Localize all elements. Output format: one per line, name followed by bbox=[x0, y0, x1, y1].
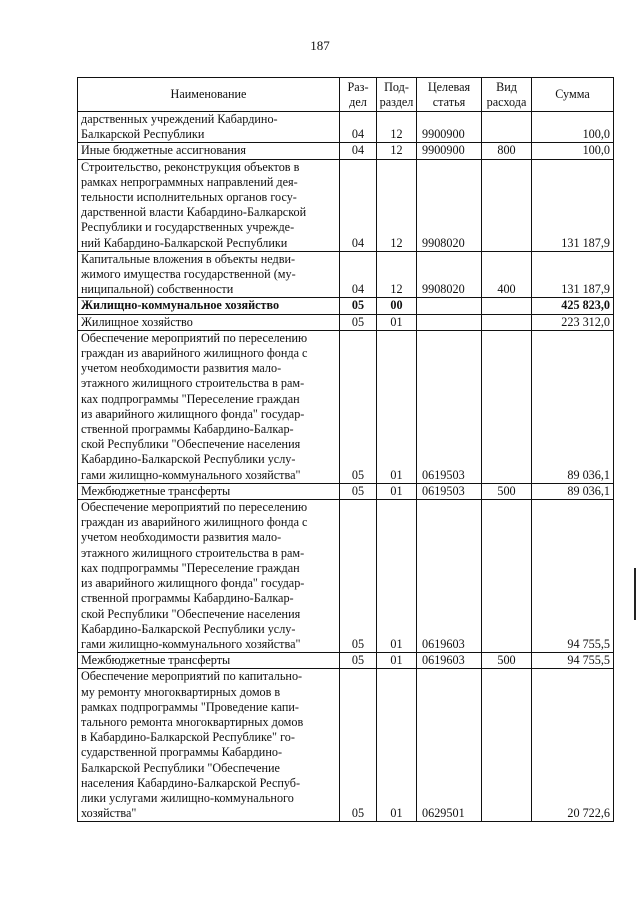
cell-razdel: 04 bbox=[340, 112, 377, 143]
cell-name: Обеспечение мероприятий по капитально- му ремонту многоквартирных домов в рамках подпрограммы "Проведение капи- тального ремонта многоквартирных домов в Кабардино-Балкарской Республике" го- сударственной программы Кабардино- Балкарской Республики "Обеспечение населения Кабардино-Балкарской Респуб- лики услугами жилищно-коммунального хозяйства" bbox=[78, 669, 340, 822]
cell-razdel: 05 bbox=[340, 500, 377, 653]
cell-sum: 89 036,1 bbox=[532, 330, 614, 483]
cell-razdel: 05 bbox=[340, 669, 377, 822]
table-body bbox=[78, 112, 614, 822]
cell-expense-type: 400 bbox=[482, 251, 532, 298]
cell-target-article: 9900900 bbox=[417, 143, 482, 159]
cell-name: Обеспечение мероприятий по переселению граждан из аварийного жилищного фонда с учетом необходимости развития мало- этажного жилищного строительства в рам- ках подпрограммы "Переселение граждан из аварийного жилищного фонда" государ- ственной программы Кабардино-Балкар- ской Республики "Обеспечение населения Кабардино-Балкарской Республики услу- гами жилищно-коммунального хозяйства" bbox=[78, 330, 340, 483]
cell-name: Иные бюджетные ассигнования bbox=[78, 143, 340, 159]
cell-target-article: 0619603 bbox=[417, 653, 482, 669]
cell-name: Капитальные вложения в объекты недви- жимого имущества государственной (му- ниципальной) собственности bbox=[78, 251, 340, 298]
cell-name: дарственных учреждений Кабардино- Балкарской Республики bbox=[78, 112, 340, 143]
cell-target-article: 9908020 bbox=[417, 159, 482, 251]
cell-podrazdel: 01 bbox=[377, 669, 417, 822]
cell-podrazdel: 12 bbox=[377, 251, 417, 298]
cell-sum: 100,0 bbox=[532, 143, 614, 159]
table-row bbox=[78, 669, 614, 822]
table-row bbox=[78, 112, 614, 143]
table-row bbox=[78, 298, 614, 314]
cell-podrazdel: 12 bbox=[377, 159, 417, 251]
table-row bbox=[78, 500, 614, 653]
cell-name: Строительство, реконструкция объектов в рамках непрограммных направлений дея- тельности исполнительных органов госу- дарственной власти Кабардино-Балкарской Республики и государственных учрежде- ний Кабардино-Балкарской Республики bbox=[78, 159, 340, 251]
cell-sum: 20 722,6 bbox=[532, 669, 614, 822]
cell-podrazdel: 01 bbox=[377, 314, 417, 330]
cell-name: Межбюджетные трансферты bbox=[78, 653, 340, 669]
cell-expense-type bbox=[482, 669, 532, 822]
cell-name: Обеспечение мероприятий по переселению граждан из аварийного жилищного фонда с учетом необходимости развития мало- этажного жилищного строительства в рам- ках подпрограммы "Переселение граждан из аварийного жилищного фонда" государ- ственной программы Кабардино-Балкар- ской Республики "Обеспечение населения Кабардино-Балкарской Республики услу- гами жилищно-коммунального хозяйства" bbox=[78, 500, 340, 653]
cell-expense-type bbox=[482, 500, 532, 653]
cell-target-article bbox=[417, 298, 482, 314]
cell-sum: 100,0 bbox=[532, 112, 614, 143]
header-sum: Сумма bbox=[532, 78, 614, 112]
table-row bbox=[78, 314, 614, 330]
cell-podrazdel: 01 bbox=[377, 483, 417, 499]
header-razdel: Раз- дел bbox=[340, 78, 377, 112]
cell-podrazdel: 01 bbox=[377, 653, 417, 669]
cell-sum: 94 755,5 bbox=[532, 500, 614, 653]
cell-expense-type: 500 bbox=[482, 653, 532, 669]
header-name: Наименование bbox=[78, 78, 340, 112]
header-target-article: Целевая статья bbox=[417, 78, 482, 112]
cell-expense-type bbox=[482, 330, 532, 483]
cell-sum: 89 036,1 bbox=[532, 483, 614, 499]
cell-expense-type bbox=[482, 314, 532, 330]
header-podrazdel: Под- раздел bbox=[377, 78, 417, 112]
budget-table bbox=[77, 77, 614, 822]
table-row bbox=[78, 483, 614, 499]
cell-target-article: 0619503 bbox=[417, 330, 482, 483]
cell-razdel: 05 bbox=[340, 298, 377, 314]
page-number: 187 bbox=[310, 38, 330, 53]
cell-target-article: 0619603 bbox=[417, 500, 482, 653]
cell-podrazdel: 01 bbox=[377, 330, 417, 483]
cell-razdel: 04 bbox=[340, 251, 377, 298]
cell-name: Межбюджетные трансферты bbox=[78, 483, 340, 499]
table-row bbox=[78, 159, 614, 251]
cell-razdel: 04 bbox=[340, 143, 377, 159]
cell-target-article: 0629501 bbox=[417, 669, 482, 822]
table-row bbox=[78, 653, 614, 669]
cell-expense-type: 500 bbox=[482, 483, 532, 499]
cell-target-article bbox=[417, 314, 482, 330]
cell-target-article: 9900900 bbox=[417, 112, 482, 143]
cell-name: Жилищно-коммунальное хозяйство bbox=[78, 298, 340, 314]
cell-sum: 131 187,9 bbox=[532, 159, 614, 251]
cell-sum: 131 187,9 bbox=[532, 251, 614, 298]
cell-expense-type bbox=[482, 112, 532, 143]
cell-expense-type: 800 bbox=[482, 143, 532, 159]
table-row bbox=[78, 143, 614, 159]
table-row bbox=[78, 330, 614, 483]
cell-expense-type bbox=[482, 298, 532, 314]
cell-razdel: 05 bbox=[340, 330, 377, 483]
table-row bbox=[78, 251, 614, 298]
cell-sum: 425 823,0 bbox=[532, 298, 614, 314]
cell-target-article: 0619503 bbox=[417, 483, 482, 499]
cell-sum: 94 755,5 bbox=[532, 653, 614, 669]
cell-podrazdel: 00 bbox=[377, 298, 417, 314]
cell-podrazdel: 12 bbox=[377, 143, 417, 159]
cell-razdel: 05 bbox=[340, 483, 377, 499]
scan-edge-mark bbox=[634, 568, 636, 620]
cell-razdel: 04 bbox=[340, 159, 377, 251]
cell-razdel: 05 bbox=[340, 653, 377, 669]
cell-podrazdel: 01 bbox=[377, 500, 417, 653]
cell-razdel: 05 bbox=[340, 314, 377, 330]
cell-expense-type bbox=[482, 159, 532, 251]
cell-sum: 223 312,0 bbox=[532, 314, 614, 330]
table-header-row bbox=[78, 78, 614, 112]
cell-target-article: 9908020 bbox=[417, 251, 482, 298]
header-expense-type: Вид расхода bbox=[482, 78, 532, 112]
cell-podrazdel: 12 bbox=[377, 112, 417, 143]
cell-name: Жилищное хозяйство bbox=[78, 314, 340, 330]
